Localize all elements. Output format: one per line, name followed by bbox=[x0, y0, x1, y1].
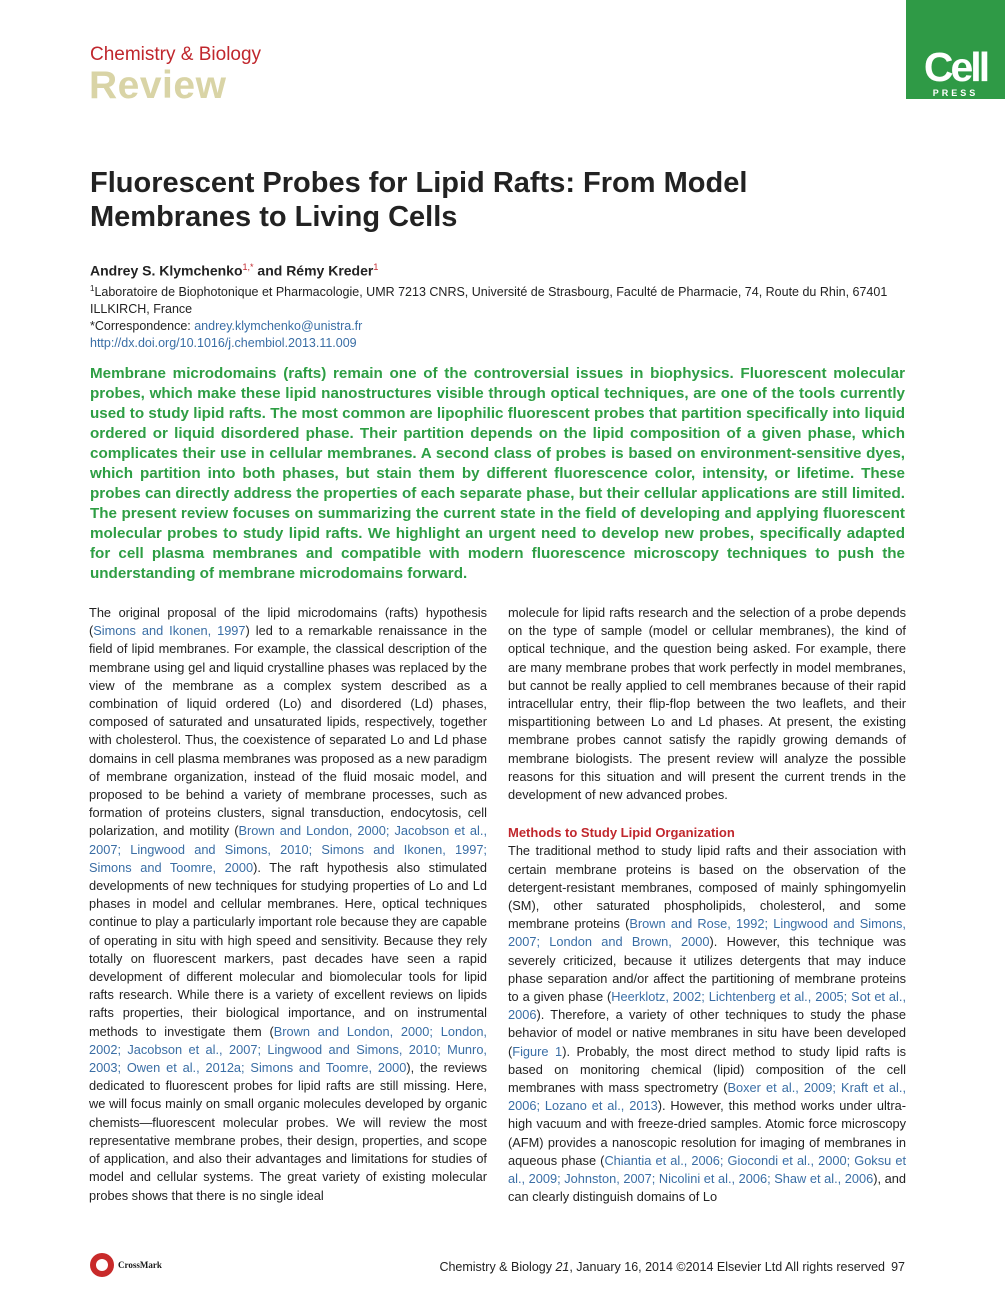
author-separator: and bbox=[253, 262, 287, 279]
body-text: ). Therefore, a variety of other techniques to study the phase behavior of model or native membranes in situ have been developed ( bbox=[508, 1007, 906, 1059]
footer-citation bbox=[439, 1260, 885, 1274]
citation-link[interactable]: Chiantia et al., 2006; Giocondi et al., 2000; Goksu et al., 2009; Johnston, 2007; Nicolini et al., 2006; Shaw et al., 2006 bbox=[508, 1152, 906, 1187]
crossmark-badge[interactable] bbox=[90, 1252, 162, 1278]
affiliation-block bbox=[90, 280, 905, 352]
body-columns bbox=[89, 604, 906, 1244]
citation-link[interactable]: Simons and Ikonen, 1997 bbox=[93, 623, 246, 639]
body-text: ). However, this method works under ultra-high vacuum and with freeze-dried samples. Atomic force microscopy (AFM) provides a nanoscopic resolution for imaging of membranes in aqueous phase ( bbox=[508, 1098, 906, 1168]
figure-link[interactable]: Figure 1 bbox=[512, 1043, 563, 1059]
body-text: ). The raft hypothesis also stimulated developments of new techniques for studying properties of Lo and Ld phases in model and cellular membranes. Here, optical techniques continue to play a particularly important role because they are capable of operating in situ with high speed and sensitivity. Because they rely totally on fluorescent markers, past decades have seen a rapid development of different molecular and biomolecular tools for lipid rafts research. While there is a variety of excellent reviews on lipids rafts properties, their biological importance, and on instrumental methods to investigate them ( bbox=[89, 859, 487, 1039]
body-text: ), the reviews dedicated to fluorescent probes for lipid rafts are still missing. Here, we will focus mainly on small organic molecules developed by organic chemists—fluorescent molecular probes. We will review the most representative membrane probes, their design, properties, and scope of application, and also their advantages and limitations for studies of model and cellular systems. The great variety of existing molecular probes shows that there is no single ideal bbox=[89, 1060, 487, 1203]
body-column-right bbox=[508, 604, 906, 1207]
article-title: Fluorescent Probes for Lipid Rafts: From Model Membranes to Living Cells bbox=[90, 167, 748, 233]
body-paragraph bbox=[89, 604, 487, 1205]
correspondence-label: *Correspondence: bbox=[90, 319, 195, 334]
body-text: The original proposal of the lipid microdomains (rafts) hypothesis ( bbox=[89, 605, 487, 639]
body-text: ). However, this technique was severely criticized, because it utilizes detergents that may induce phase separation and/or affect the partitioning of membrane proteins to a given phase ( bbox=[508, 934, 906, 1005]
crossmark-icon bbox=[90, 1253, 114, 1277]
affiliation-superscript: 1 bbox=[90, 284, 95, 293]
citation-link[interactable]: Brown and Rose, 1992; Lingwood and Simons, 2007; London and Brown, 2000 bbox=[508, 916, 906, 950]
citation-link[interactable]: Boxer et al., 2009; Kraft et al., 2006; Lozano et al., 2013 bbox=[508, 1080, 906, 1114]
author-superscript[interactable]: 1,* bbox=[242, 262, 254, 272]
body-paragraph: molecule for lipid rafts research and the selection of a probe depends on the type of sample (model or cellular membranes), the kind of optical technique, and the question being asked. For example, there are many membrane probes that work perfectly in model membranes, but cannot be really applied to cell membranes because of their rapid intracellular entry, their flip-flop between the two leaflets, and their mispartitioning between Lo and Ld phases. At present, the existing membrane probes cannot satisfy the rapidly growing demands of membrane biologists. The present review will analyze the possible reasons for this situation and will present the current trends in the development of new advanced probes. bbox=[508, 605, 906, 803]
correspondence bbox=[90, 318, 905, 335]
page-footer bbox=[0, 1252, 1005, 1282]
crossmark-label: CrossMark bbox=[118, 1260, 162, 1270]
author-name: Rémy Kreder bbox=[286, 262, 374, 279]
logo-wordmark: Cell bbox=[923, 44, 988, 90]
body-text: ). Probably, the most direct method to study lipid rafts is based on monitoring chemical (lipid) composition of the cell membranes with mass spectrometry ( bbox=[508, 1043, 906, 1096]
footer-volume: 21 bbox=[555, 1260, 570, 1274]
citation-link[interactable]: Brown and London, 2000; London, 2002; Jacobson et al., 2007; Lingwood and Simons, 2010; Munro, 2003; Owen et al., 2012a; Simons and Toomre, 2000 bbox=[89, 1023, 487, 1076]
body-text: ), and can clearly distinguish domains of Lo bbox=[508, 1171, 906, 1205]
body-paragraph bbox=[508, 842, 906, 1206]
citation-link[interactable]: Brown and London, 2000; Jacobson et al., 2007; Lingwood and Simons, 2010; Simons and Ikonen, 1997; Simons and Toomre, 2000 bbox=[89, 823, 487, 875]
journal-name: Chemistry & Biology bbox=[90, 44, 262, 65]
footer-journal: Chemistry & Biology bbox=[439, 1260, 556, 1274]
author-name: Andrey S. Klymchenko bbox=[90, 262, 243, 279]
body-column-left bbox=[89, 604, 487, 1205]
body-text: ) led to a remarkable renaissance in the field of lipid membranes. For example, the classical description of the membrane using gel and liquid crystalline phases was replaced by the view of the membrane as a complex system described as a combination of liquid ordered (Lo) and disordered (Ld) phases, composed of saturated and unsaturated lipids, respectively, together with cholesterol. Thus, the coexistence of separated Lo and Ld phase domains in cell plasma membranes was proposed as a new paradigm of membrane organization, instead of the fluid mosaic model, and proposed to be behind a variety of membrane processes, such as formation of proteins clusters, signal transduction, endocytosis, cell polarization, and motility ( bbox=[89, 623, 487, 839]
page-number: 97 bbox=[891, 1260, 905, 1274]
abstract: Membrane microdomains (rafts) remain one of the controversial issues in biophysics. Fluorescent molecular probes, which make these lipid nanostructures visible through optical techniques, are one of the tools currently used to study lipid rafts. The most common are lipophilic fluorescent probes that partition specifically into liquid ordered or liquid disordered phase. Their partition depends on the lipid composition of a given phase, which complicates their use in cellular membranes. A second class of probes is based on environment-sensitive dyes, which partition into both phases, but stain them by different fluorescence color, intensity, or lifetime. These probes can directly address the properties of each separate phase, but their cellular applications are still limited. The present review focuses on summarizing the current state in the field of developing and applying fluorescent molecular probes to study lipid rafts. We highlight an urgent need to develop new probes, specifically adapted for cell plasma membranes and compatible with modern fluorescence microscopy techniques to push the understanding of membrane microdomains forward. bbox=[90, 365, 905, 582]
author-superscript[interactable]: 1 bbox=[373, 262, 379, 272]
affiliation bbox=[90, 280, 905, 318]
correspondence-email-link[interactable]: andrey.klymchenko@unistra.fr bbox=[194, 319, 363, 334]
citation-link[interactable]: Heerklotz, 2002; Lichtenberg et al., 2005; Sot et al., 2006 bbox=[508, 989, 906, 1023]
section-heading: Methods to Study Lipid Organization bbox=[508, 825, 735, 841]
logo-subtext: PRESS bbox=[932, 88, 979, 98]
affiliation-text: Laboratoire de Biophotonique et Pharmacologie, UMR 7213 CNRS, Université de Strasbourg, Faculté de Pharmacie, 74, Route du Rhin, 67401 ILLKIRCH, France bbox=[90, 285, 888, 317]
doi-link[interactable]: http://dx.doi.org/10.1016/j.chembiol.2013.11.009 bbox=[90, 336, 357, 351]
section-label: Review bbox=[89, 64, 227, 107]
authors bbox=[90, 262, 378, 279]
footer-date-copyright: , January 16, 2014 ©2014 Elsevier Ltd All rights reserved bbox=[569, 1260, 885, 1274]
cell-press-logo[interactable] bbox=[906, 0, 1005, 99]
body-text: The traditional method to study lipid rafts and their association with certain membrane proteins is based on the observation of the detergent-resistant membranes, composed of mainly sphingomyelin (SM), other saturated phospholipids, cholesterol, and some membrane proteins ( bbox=[508, 843, 906, 932]
